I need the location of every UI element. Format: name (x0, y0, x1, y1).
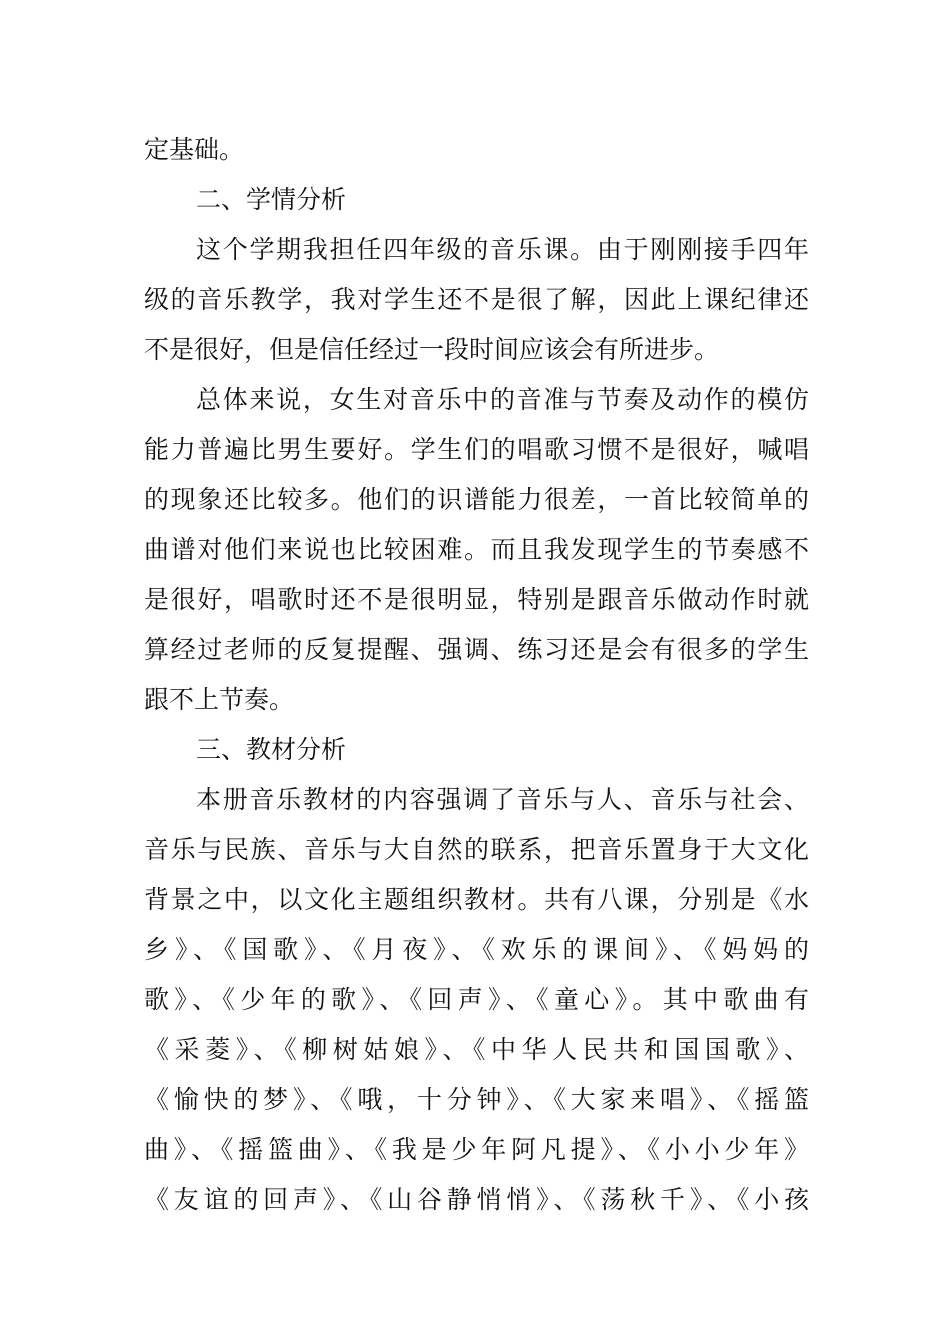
paragraph-line: 能力普遍比男生要好。学生们的唱歌习惯不是很好，喊唱 (144, 435, 809, 464)
paragraph-line: 音乐与民族、音乐与大自然的联系，把音乐置身于大文化 (144, 835, 809, 864)
paragraph-line: 《采菱》、《柳树姑娘》、《中华人民共和国国歌》、 (144, 1035, 809, 1064)
section-heading: 三、教材分析 (196, 735, 347, 764)
paragraph-line: 背景之中，以文化主题组织教材。共有八课，分别是《水 (144, 885, 809, 914)
paragraph-line: 定基础。 (144, 135, 245, 164)
paragraph-line: 曲》、《摇篮曲》、《我是少年阿凡提》、《小小少年》 (144, 1135, 809, 1164)
paragraph-line: 的现象还比较多。他们的识谱能力很差，一首比较简单的 (144, 485, 809, 514)
paragraph-line: 不是很好，但是信任经过一段时间应该会有所进步。 (144, 335, 720, 364)
paragraph-line: 《愉快的梦》、《哦，十分钟》、《大家来唱》、《摇篮 (144, 1085, 809, 1114)
paragraph-line: 级的音乐教学，我对学生还不是很了解，因此上课纪律还 (144, 285, 809, 314)
paragraph-line: 总体来说，女生对音乐中的音准与节奏及动作的模仿 (196, 385, 809, 414)
paragraph-line: 跟不上节奏。 (144, 685, 295, 714)
paragraph-line: 乡》、《国歌》、《月夜》、《欢乐的课间》、《妈妈的 (144, 935, 809, 964)
paragraph-line: 是很好，唱歌时还不是很明显，特别是跟音乐做动作时就 (144, 585, 809, 614)
paragraph-line: 《友谊的回声》、《山谷静悄悄》、《荡秋千》、《小孩 (144, 1185, 809, 1214)
paragraph-line: 这个学期我担任四年级的音乐课。由于刚刚接手四年 (196, 235, 809, 264)
paragraph-line: 曲谱对他们来说也比较困难。而且我发现学生的节奏感不 (144, 535, 809, 564)
paragraph-line: 本册音乐教材的内容强调了音乐与人、音乐与社会、 (196, 785, 809, 814)
section-heading: 二、学情分析 (196, 185, 347, 214)
paragraph-line: 算经过老师的反复提醒、强调、练习还是会有很多的学生 (144, 635, 809, 664)
paragraph-line: 歌》、《少年的歌》、《回声》、《童心》。其中歌曲有 (144, 985, 809, 1014)
